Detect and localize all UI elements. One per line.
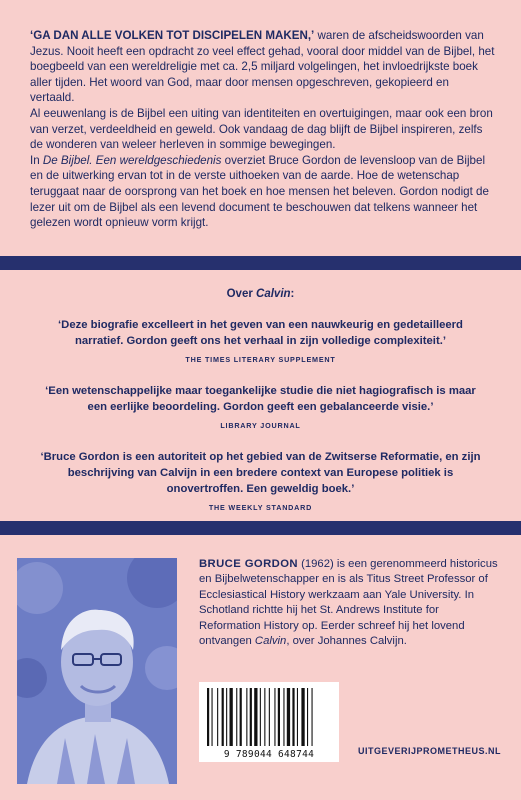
blurb-paragraph-2: Al eeuwenlang is de Bijbel een uiting van identiteiten en overtuigingen, maar ook een bron van verzet, verdeeldheid en geweld. Ook vandaag de dag blijft de Bijbel inspireren, zelfs de wonderen van weleer herleven in sommige bewegingen. <box>30 106 493 152</box>
reviews-heading-suffix: : <box>290 288 295 300</box>
isbn-barcode <box>199 682 339 762</box>
author-bio-part-2: , over Johannes Calvijn. <box>286 635 407 648</box>
blurb-paragraph-3-text: overziet Bruce Gordon de levensloop van de Bijbel en de uitwerking ervan tot in de verste uithoeken van de aarde. Hoe de wetenschap teruggaat naar de oorsprong van het boek en hoe mensen het beleven. Gordon nodigt de lezer uit om de Bijbel als een levend document te beschouwen dat telkens wanneer het gelezen wordt opnieuw vorm krijgt. <box>30 153 489 230</box>
blurb-paragraph-3 <box>30 153 495 231</box>
bio-book-title: Calvin <box>254 635 287 648</box>
review-quote: ‘Deze biografie excelleert in het geven van een nauwkeurig en gedetailleerd narratief. Gordon geeft ons het verhaal in zijn volledige complexiteit.’ <box>58 319 463 347</box>
publisher-url: UITGEVERIJPROMETHEUS.NL <box>358 746 502 756</box>
top-divider-band <box>0 256 521 270</box>
barcode-bars <box>199 682 339 748</box>
reviews-heading-title: Calvin <box>256 288 291 300</box>
author-bio <box>199 557 499 649</box>
reviews-heading <box>0 288 521 300</box>
author-photo <box>17 558 177 784</box>
back-cover-blurb <box>30 28 495 231</box>
author-portrait-illustration <box>17 558 177 784</box>
bottom-divider-band <box>0 521 521 535</box>
author-bio-part-1: (1962) is een gerenommeerd historicus en Bijbelwetenschapper en is als Titus Street Professor of Ecclesiastical History werkzaam aan Yale University. In Schotland richtte hij het St. Andrews Institute for Reformation History op. Eerder schreef hij het lovend ontvangen <box>199 558 498 648</box>
author-name: BRUCE GORDON <box>199 558 298 570</box>
review-quote: ‘Bruce Gordon is een autoriteit op het gebied van de Zwitserse Reformatie, en zijn beschrijving van Calvijn in een bredere context van Europese politiek is onovertroffen. Een geweldig boek.’ <box>40 451 481 495</box>
book-title: De Bijbel. Een wereldgeschiedenis <box>42 153 222 167</box>
reviews-section <box>0 288 521 532</box>
blurb-paragraph-1 <box>30 28 495 106</box>
author-bio-text <box>199 557 499 649</box>
reviews-heading-prefix: Over <box>226 288 257 300</box>
blurb-paragraph-1-text: waren de afscheidswoorden van Jezus. Nooit heeft een opdracht zo veel effect gehad, vooral door middel van de Bijbel, het boegbeeld van een wereldreligie met ca. 2,5 miljard volgelingen, het invloedrijkste boek aller tijden. Het woord van God, maar door mensen opgeschreven, gekopieerd en vertaald. <box>30 29 495 105</box>
review-source: THE WEEKLY STANDARD <box>208 503 313 513</box>
blurb-paragraph-3-prefix: In <box>30 153 43 167</box>
review-source: THE TIMES LITERARY SUPPLEMENT <box>185 355 336 365</box>
blurb-lead-quote: ‘GA DAN ALLE VOLKEN TOT DISCIPELEN MAKEN,’ <box>30 29 315 42</box>
isbn-number: 9 789044 648744 <box>223 749 315 760</box>
review-quote: ‘Een wetenschappelijke maar toegankelijke studie die niet hagiografisch is maar een eerlijke beoordeling. Gordon geeft een gebalanceerde visie.’ <box>45 385 476 413</box>
review-source: LIBRARY JOURNAL <box>220 421 301 431</box>
